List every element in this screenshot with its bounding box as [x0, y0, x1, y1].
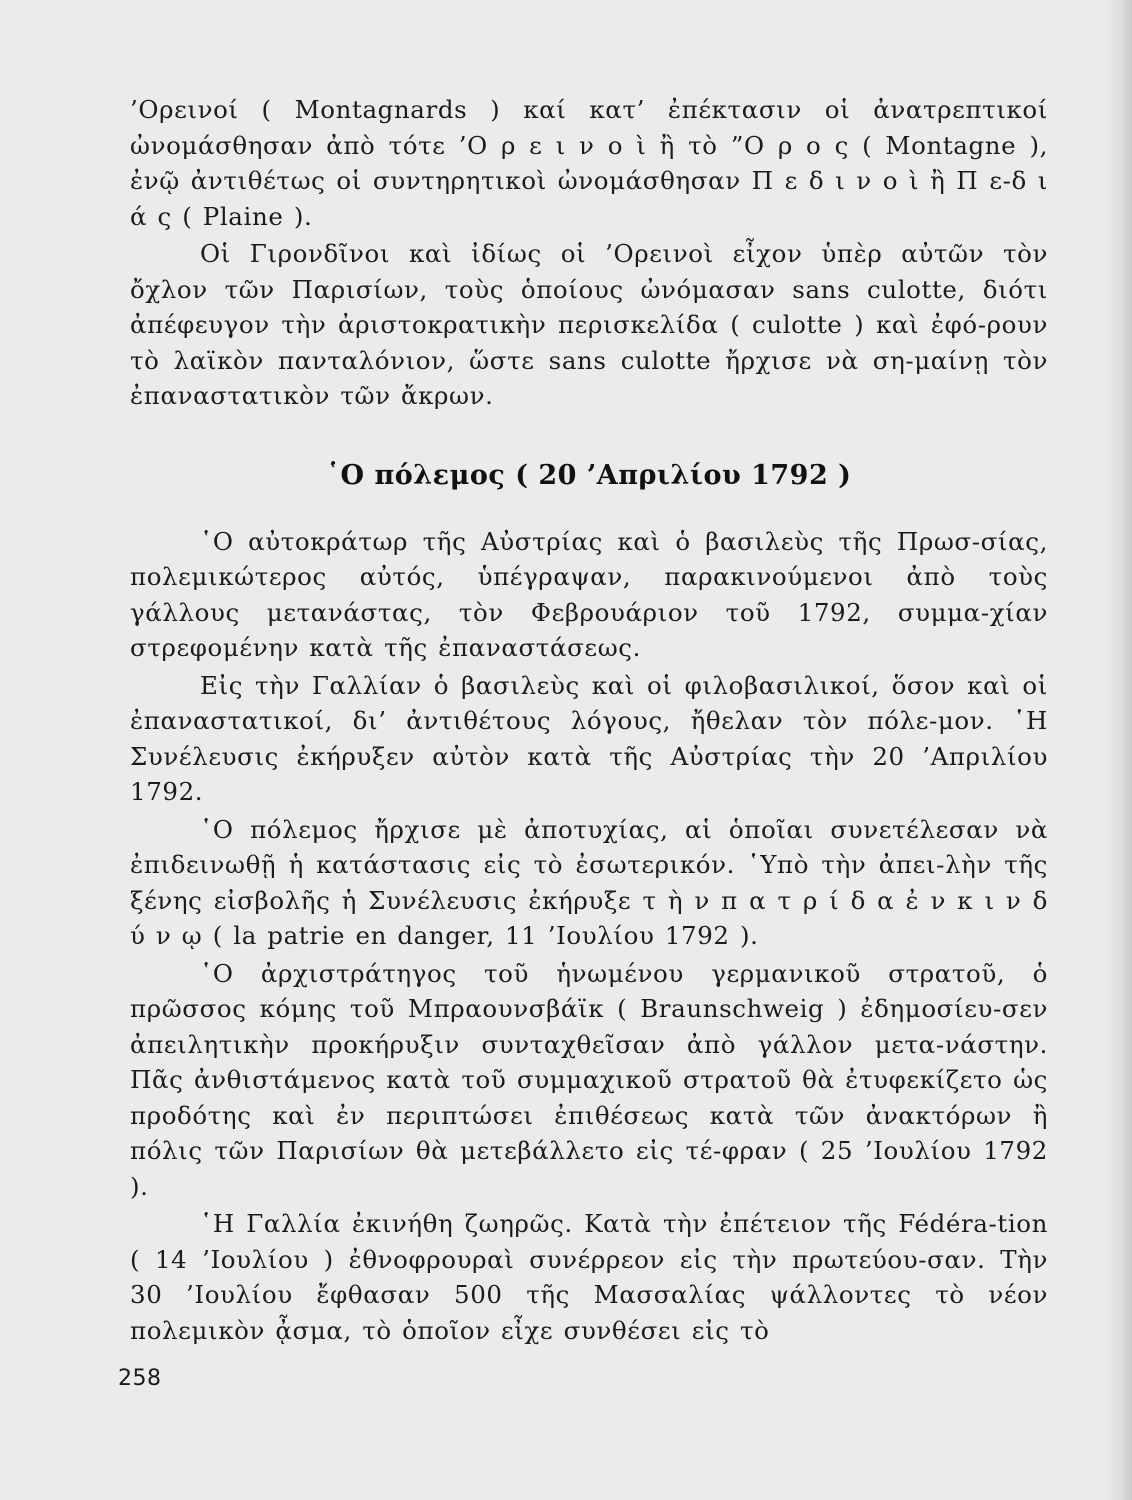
- paragraph-war-1: ῾Ο αὐτοκράτωρ τῆς Αὐστρίας καὶ ὁ βασιλεὺς τῆς Πρωσ-σίας, πολεμικώτερος αὐτός, ὑπέγραψαν, παρακινούμενοι ἀπὸ τοὺς γάλλους μετανάστας, τὸν Φεβρουάριον τοῦ 1792, συμμα-χίαν στρεφομένην κατὰ τῆς ἐπαναστάσεως.: [130, 526, 1048, 662]
- paragraph-war-4: ῾Ο ἀρχιστράτηγος τοῦ ἡνωμένου γερμανικοῦ στρατοῦ, ὁ πρῶσσος κόμης τοῦ Μπραουνσβάϊκ ( Braunschweig ) ἐδημοσίευ-σεν ἀπειλητικὴν προκήρυξιν συνταχθεῖσαν ἀπὸ γάλλον μετα-νάστην. Πᾶς ἀνθιστάμενος κατὰ τοῦ συμμαχικοῦ στρατοῦ θὰ ἐτυφεκίζετο ὡς προδότης καὶ ἐν περιπτώσει ἐπιθέσεως κατὰ τῶν ἀνακτόρων ἢ πόλις τῶν Παρισίων θὰ μετεβάλλετο εἰς τέ-φραν ( 25 ’Ιουλίου 1792 ).: [130, 958, 1048, 1201]
- paragraph-war-5: ῾Η Γαλλία ἐκινήθη ζωηρῶς. Κατὰ τὴν ἐπέτειον τῆς Fédéra-tion ( 14 ’Ιουλίου ) ἐθνοφρουραὶ συνέρρεον εἰς τὴν πρωτεύου-σαν. Τὴν 30 ’Ιουλίου ἔφθασαν 500 τῆς Μασσαλίας ψάλλοντες τὸ νέον πολεμικὸν ᾆσμα, τὸ ὁποῖον εἶχε συνθέσει εἰς τὸ: [130, 1209, 1048, 1345]
- page-body: [130, 92, 1048, 1348]
- paragraph-war-2: Εἰς τὴν Γαλλίαν ὁ βασιλεὺς καὶ οἱ φιλοβασιλικοί, ὅσον καὶ οἱ ἐπαναστατικοί, δι’ ἀντιθέτους λόγους, ἤθελαν τὸν πόλε-μον. ῾Η Συνέλευσις ἐκήρυξεν αὐτὸν κατὰ τῆς Αὐστρίας τὴν 20 ’Απριλίου 1792.: [130, 670, 1048, 806]
- paragraph-intro-2: Οἱ Γιρονδῖνοι καὶ ἰδίως οἱ ’Ορεινοὶ εἶχον ὑπὲρ αὐτῶν τὸν ὄχλον τῶν Παρισίων, τοὺς ὁποίους ὠνόμασαν sans culotte, διότι ἀπέφευγον τὴν ἀριστοκρατικὴν περισκελίδα ( culotte ) καὶ ἐφό-ρουν τὸ λαϊκὸν πανταλόνιον, ὥστε sans culotte ἤρχισε νὰ ση-μαίνῃ τὸν ἐπαναστατικὸν τῶν ἄκρων.: [130, 239, 1048, 410]
- section-heading: ῾Ο πόλεμος ( 20 ’Απριλίου 1792 ): [326, 459, 852, 491]
- page-edge-shadow: [1106, 0, 1132, 1500]
- paragraph-war-3: ῾Ο πόλεμος ἤρχισε μὲ ἀποτυχίας, αἱ ὁποῖαι συνετέλεσαν νὰ ἐπιδεινωθῇ ἡ κατάστασις εἰς τὸ ἐσωτερικόν. ῾Υπὸ τὴν ἀπει-λὴν τῆς ξένης εἰσβολῆς ἡ Συνέλευσις ἐκήρυξε τ ὴ ν π α τ ρ ί δ α ἐ ν κ ι ν δ ύ ν ῳ ( la patrie en danger, 11 ’Ιουλίου 1792 ).: [130, 814, 1048, 950]
- paragraph-intro-1: ’Ορεινοί ( Montagnards ) καί κατ’ ἐπέκτασιν οἱ ἀνατρεπτικοί ὠνομάσθησαν ἀπὸ τότε ’Ο ρ ε ι ν ο ὶ ἢ τὸ ”Ο ρ ο ς ( Montagne ), ἐνῷ ἀντιθέτως οἱ συντηρητικοὶ ὠνομάσθησαν Π ε δ ι ν ο ὶ ἢ Π ε-δ ι ά ς ( Plaine ).: [130, 95, 1048, 231]
- page-number: 258: [118, 1366, 162, 1391]
